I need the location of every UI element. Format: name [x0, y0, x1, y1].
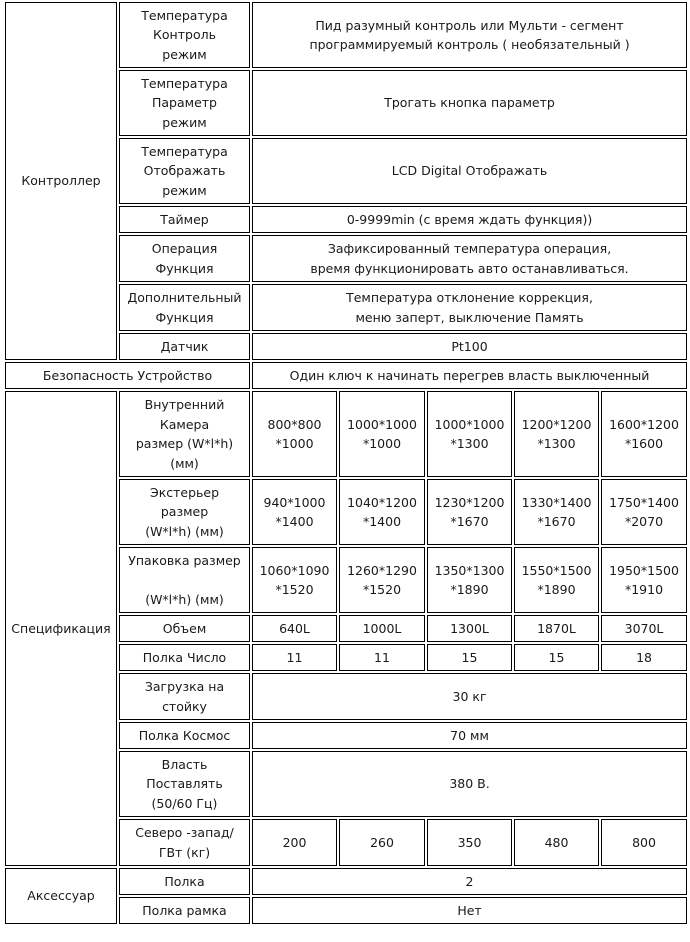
exterior-size-label: Экстерьер размер (W*l*h) (мм)	[119, 479, 250, 545]
accessory-shelf-label: Полка	[119, 868, 250, 895]
volume-label: Объем	[119, 615, 250, 642]
row-value: LCD Digital Отображать	[252, 138, 687, 204]
shelf-count-label: Полка Число	[119, 644, 250, 671]
row-label: Температура Параметр режим	[119, 70, 250, 136]
row-value: 0-9999min (с время ждать функция))	[252, 206, 687, 233]
inner-size-value: 800*800 *1000	[252, 391, 337, 477]
controller-section-label: Контроллер	[5, 2, 117, 360]
packing-size-value: 1260*1290 *1520	[339, 547, 425, 613]
spec-section-label: Спецификация	[5, 391, 117, 866]
weight-value: 480	[514, 819, 599, 866]
weight-value: 260	[339, 819, 425, 866]
accessory-frame-value: Нет	[252, 897, 687, 924]
shelf-space-value: 70 мм	[252, 722, 687, 749]
row-value: Пид разумный контроль или Мульти - сегмент программируемый контроль ( необязательный )	[252, 2, 687, 68]
weight-value: 350	[427, 819, 512, 866]
row-label: Таймер	[119, 206, 250, 233]
row-label: Датчик	[119, 333, 250, 360]
shelf-count-value: 11	[339, 644, 425, 671]
weight-value: 200	[252, 819, 337, 866]
power-value: 380 В.	[252, 751, 687, 817]
accessory-frame-label: Полка рамка	[119, 897, 250, 924]
exterior-size-value: 1330*1400 *1670	[514, 479, 599, 545]
power-label: Власть Поставлять (50/60 Гц)	[119, 751, 250, 817]
packing-size-value: 1550*1500 *1890	[514, 547, 599, 613]
shelf-count-value: 11	[252, 644, 337, 671]
row-label: Температура Контроль режим	[119, 2, 250, 68]
exterior-size-value: 1750*1400 *2070	[601, 479, 687, 545]
inner-size-label: Внутренний Камера размер (W*l*h) (мм)	[119, 391, 250, 477]
row-value: Pt100	[252, 333, 687, 360]
row-label: Дополнительный Функция	[119, 284, 250, 331]
load-value: 30 кг	[252, 673, 687, 720]
packing-size-label: Упаковка размер (W*l*h) (мм)	[119, 547, 250, 613]
shelf-count-value: 15	[514, 644, 599, 671]
inner-size-value: 1000*1000 *1000	[339, 391, 425, 477]
volume-value: 640L	[252, 615, 337, 642]
row-value: Зафиксированный температура операция, время функционировать авто останавливаться.	[252, 235, 687, 282]
safety-value: Один ключ к начинать перегрев власть выключенный	[252, 362, 687, 389]
packing-size-value: 1950*1500 *1910	[601, 547, 687, 613]
shelf-count-value: 15	[427, 644, 512, 671]
packing-size-value: 1060*1090 *1520	[252, 547, 337, 613]
inner-size-value: 1600*1200 *1600	[601, 391, 687, 477]
row-value: Трогать кнопка параметр	[252, 70, 687, 136]
accessory-section-label: Аксессуар	[5, 868, 117, 924]
load-label: Загрузка на стойку	[119, 673, 250, 720]
packing-size-value: 1350*1300 *1890	[427, 547, 512, 613]
volume-value: 1300L	[427, 615, 512, 642]
exterior-size-value: 1230*1200 *1670	[427, 479, 512, 545]
shelf-count-value: 18	[601, 644, 687, 671]
volume-value: 1000L	[339, 615, 425, 642]
inner-size-value: 1200*1200 *1300	[514, 391, 599, 477]
safety-label: Безопасность Устройство	[5, 362, 250, 389]
spec-table	[3, 0, 689, 926]
row-label: Температура Отображать режим	[119, 138, 250, 204]
volume-value: 1870L	[514, 615, 599, 642]
weight-value: 800	[601, 819, 687, 866]
row-label: Операция Функция	[119, 235, 250, 282]
volume-value: 3070L	[601, 615, 687, 642]
accessory-shelf-value: 2	[252, 868, 687, 895]
shelf-space-label: Полка Космос	[119, 722, 250, 749]
weight-label: Северо -запад/ ГВт (кг)	[119, 819, 250, 866]
exterior-size-value: 1040*1200 *1400	[339, 479, 425, 545]
inner-size-value: 1000*1000 *1300	[427, 391, 512, 477]
exterior-size-value: 940*1000 *1400	[252, 479, 337, 545]
row-value: Температура отклонение коррекция, меню заперт, выключение Память	[252, 284, 687, 331]
